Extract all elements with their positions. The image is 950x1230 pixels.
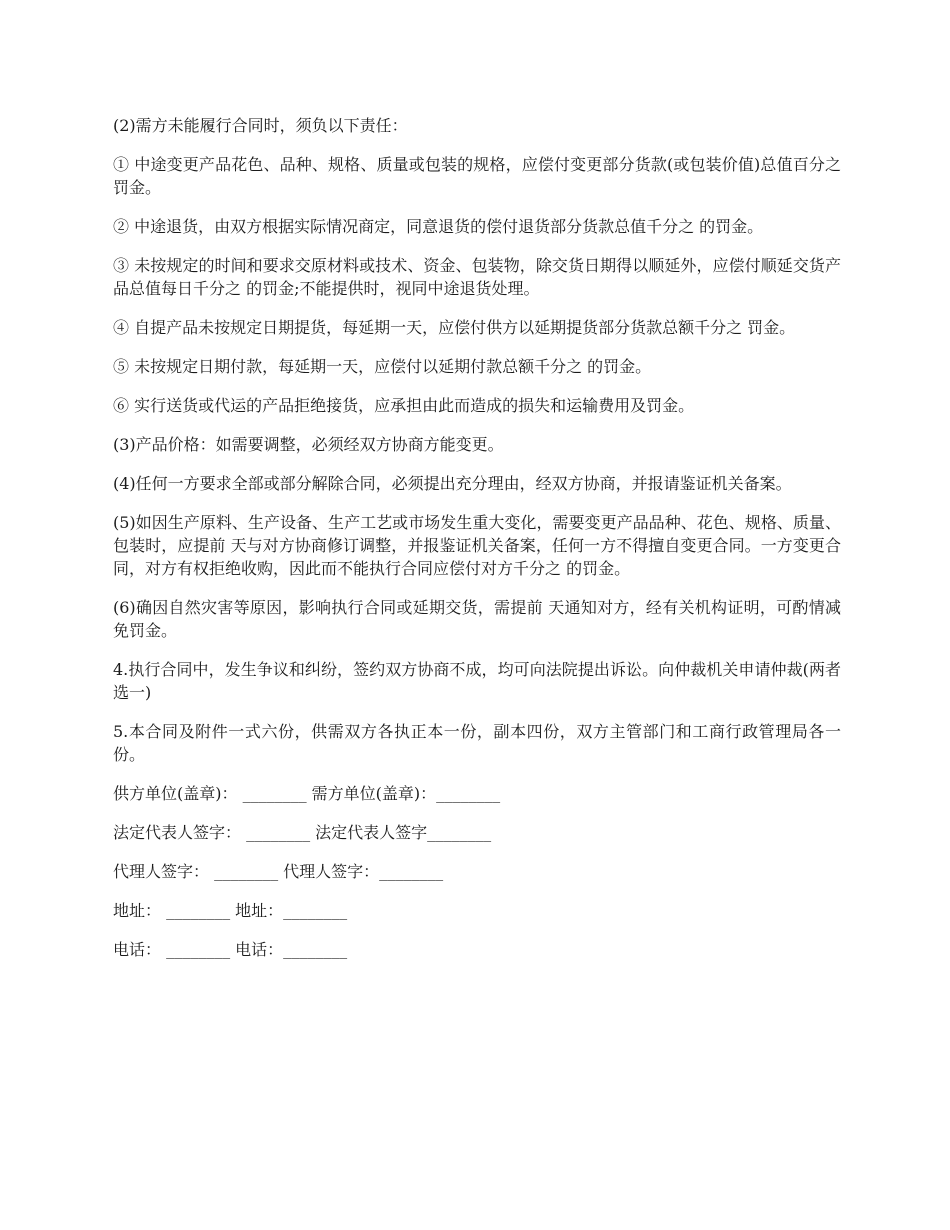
clause-2-item-5: ⑤ 未按规定日期付款，每延期一天，应偿付以延期付款总额千分之 的罚金。 <box>113 357 652 376</box>
clause-2-item-1: ① 中途变更产品花色、品种、规格、质量或包装的规格，应偿付变更部分货款(或包装价值)总值百分之 罚金。 <box>113 155 841 197</box>
clause-6-force-majeure: (6)确因自然灾害等原因，影响执行合同或延期交货，需提前 天通知对方，经有关机构证明，可酌情减免罚金。 <box>113 598 841 640</box>
signature-address-line: 地址： ________ 地址：________ <box>113 901 348 920</box>
clause-2-heading: (2)需方未能履行合同时，须负以下责任： <box>113 116 408 135</box>
signature-phone-line: 电话： ________ 电话：________ <box>113 940 348 959</box>
clause-5-change: (5)如因生产原料、生产设备、生产工艺或市场发生重大变化，需要变更产品品种、花色、规格、质量、包装时，应提前 天与对方协商修订调整，并报鉴证机关备案，任何一方不得擅自变更合同。一方变更合同，对方有权拒绝收购，因此而不能执行合同应偿付对方千分之 的罚金。 <box>113 513 841 578</box>
signature-legal-rep-line: 法定代表人签字： ________ 法定代表人签字________ <box>113 823 492 842</box>
clause-2-item-2: ② 中途退货，由双方根据实际情况商定，同意退货的偿付退货部分货款总值千分之 的罚金。 <box>113 217 764 236</box>
document-page <box>113 114 841 977</box>
clause-2-item-6: ⑥ 实行送货或代运的产品拒绝接货，应承担由此而造成的损失和运输费用及罚金。 <box>113 396 695 415</box>
clause-2-item-3: ③ 未按规定的时间和要求交原材料或技术、资金、包装物，除交货日期得以顺延外，应偿付顺延交货产品总值每日千分之 的罚金;不能提供时，视同中途退货处理。 <box>113 256 841 298</box>
clause-3-price: (3)产品价格：如需要调整，必须经双方协商方能变更。 <box>113 435 504 454</box>
clause-2-item-4: ④ 自提产品未按规定日期提货，每延期一天，应偿付供方以延期提货部分货款总额千分之 罚金。 <box>113 318 796 337</box>
signature-agent-line: 代理人签字： ________ 代理人签字：________ <box>113 862 444 881</box>
section-5-copies: 5.本合同及附件一式六份，供需双方各执正本一份，副本四份，双方主管部门和工商行政管理局各一份。 <box>113 722 841 764</box>
section-4-dispute: 4.执行合同中，发生争议和纠纷，签约双方协商不成，均可向法院提出诉讼。向仲裁机关申请仲裁(两者选一) <box>113 660 841 702</box>
signature-unit-line: 供方单位(盖章)： ________ 需方单位(盖章)：________ <box>113 784 501 803</box>
clause-4-termination: (4)任何一方要求全部或部分解除合同，必须提出充分理由，经双方协商，并报请鉴证机关备案。 <box>113 474 792 493</box>
